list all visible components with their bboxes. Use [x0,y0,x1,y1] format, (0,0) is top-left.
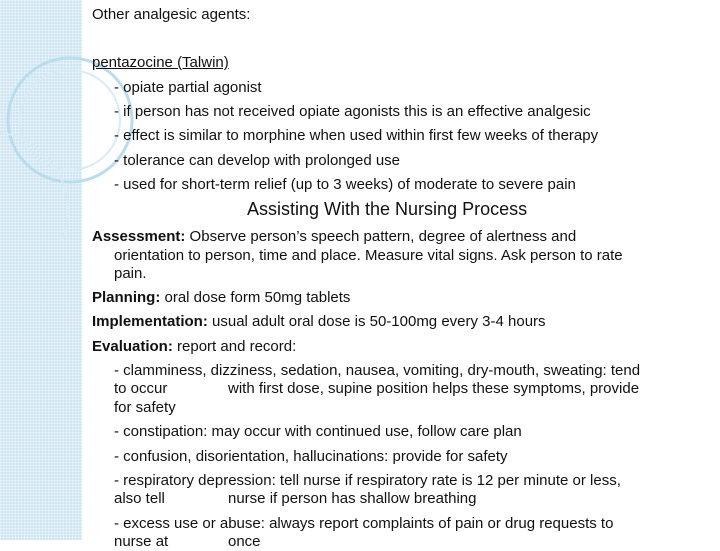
drug-point: - opiate partial agonist [114,79,262,96]
evaluation-item-cont: for safety [114,399,176,416]
evaluation-label: Evaluation: [92,338,173,355]
evaluation-item-cont: nurse if person has shallow breathing [228,490,477,507]
section-title: Assisting With the Nursing Process [247,199,528,219]
drug-point: - tolerance can develop with prolonged use [114,152,401,169]
assessment-text: Observe person’s speech pattern, degree of alertness and [185,228,577,245]
evaluation-item: - clamminess, dizziness, sedation, nausea, vomiting, dry-mouth, sweating: tend [114,362,641,379]
planning-line [92,288,350,307]
implementation-label: Implementation: [92,313,208,330]
intro-text: Other analgesic agents: [92,6,251,23]
drug-heading: pentazocine (Talwin) [92,54,229,71]
drug-point: - used for short-term relief (up to 3 weeks) of moderate to severe pain [114,176,576,193]
implementation-text: usual adult oral dose is 50-100mg every 3-4 hours [207,313,546,330]
planning-label: Planning: [92,289,161,306]
assessment-text-cont: pain. [114,265,147,282]
evaluation-item-cont: once [228,533,261,550]
evaluation-item-cont: nurse at [114,533,169,550]
evaluation-item: - excess use or abuse: always report complaints of pain or drug requests to [114,515,614,532]
evaluation-text: report and record: [172,338,297,355]
assessment-label: Assessment: [92,228,186,245]
evaluation-item-cont: also tell [114,490,165,507]
evaluation-item-cont: to occur [114,380,168,397]
assessment-line [92,227,576,246]
assessment-text-cont: orientation to person, time and place. Measure vital signs. Ask person to rate [114,247,623,264]
drug-point: - if person has not received opiate agonists this is an effective analgesic [114,103,591,120]
planning-text: oral dose form 50mg tablets [160,289,351,306]
evaluation-item-cont: with first dose, supine position helps these symptoms, provide [228,380,640,397]
implementation-line [92,312,546,331]
evaluation-line [92,337,296,356]
drug-point: - effect is similar to morphine when used within first few weeks of therapy [114,127,599,144]
evaluation-item: - confusion, disorientation, hallucinations: provide for safety [114,448,508,465]
evaluation-item: - constipation: may occur with continued use, follow care plan [114,423,522,440]
evaluation-item: - respiratory depression: tell nurse if respiratory rate is 12 per minute or less, [114,472,621,489]
